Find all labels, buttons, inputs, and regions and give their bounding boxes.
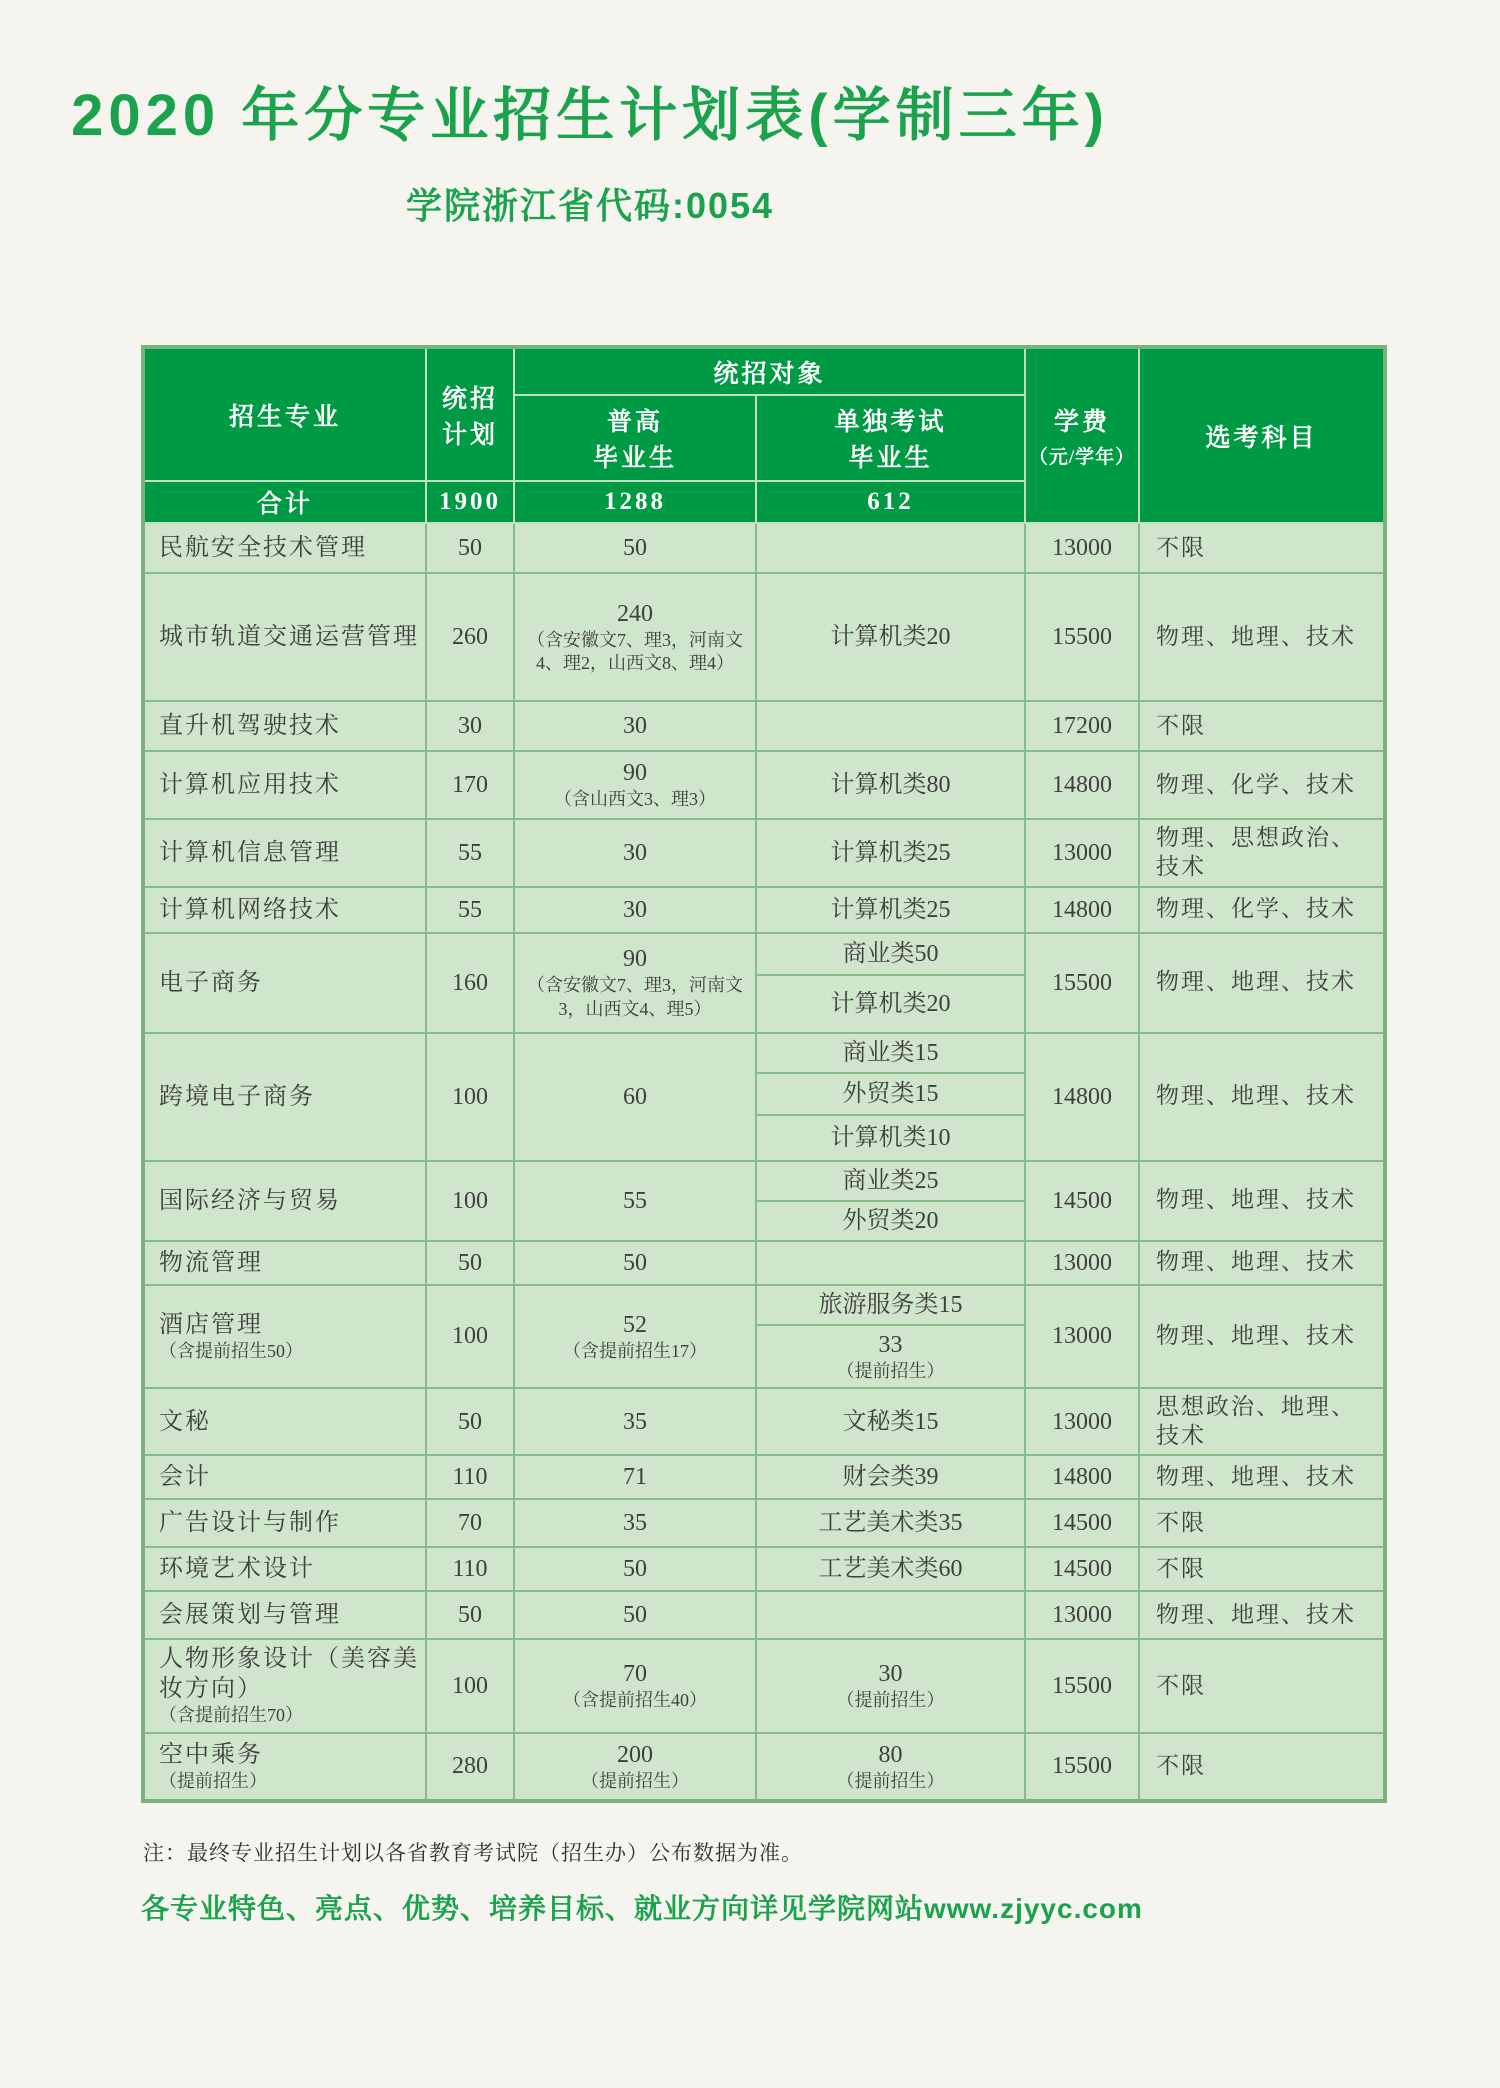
cell-line: 55 — [623, 1187, 647, 1214]
tuition-cell — [1025, 1499, 1139, 1547]
table-row — [143, 1639, 1385, 1732]
tuition-cell — [1025, 1161, 1139, 1241]
cell-line: 50 — [623, 1556, 647, 1583]
tuition-cell — [1025, 1547, 1139, 1591]
table-row — [143, 1161, 1385, 1201]
separate-cell — [756, 1639, 1025, 1732]
plan-cell — [426, 887, 514, 933]
cell-line: 14500 — [1052, 1187, 1113, 1214]
cell-line: 260 — [452, 624, 488, 650]
putong-cell — [514, 573, 756, 701]
table-row — [143, 1547, 1385, 1591]
cell-line: （含安徽文7、理3，河南文3，山西文4、理5） — [527, 975, 743, 1019]
cell-line: 人物形象设计（美容美妆方向） — [159, 1646, 419, 1703]
cell-line: 空中乘务 — [159, 1741, 263, 1768]
cell-line: 计算机类25 — [830, 896, 951, 923]
cell-line: （含提前招生40） — [563, 1690, 707, 1711]
major-cell — [143, 1388, 426, 1456]
plan-cell — [426, 1033, 514, 1161]
plan-cell — [426, 701, 514, 751]
major-cell — [143, 751, 426, 819]
cell-line: 工艺美术类35 — [818, 1510, 963, 1537]
subjects-cell — [1139, 1639, 1385, 1732]
total-putong: 1288 — [514, 481, 756, 523]
cell-line: 15500 — [1052, 1673, 1113, 1700]
cell-line: 旅游服务类15 — [818, 1291, 963, 1318]
cell-line: 17200 — [1052, 713, 1113, 739]
table-row — [143, 701, 1385, 751]
header-plan-line2: 计划 — [441, 421, 498, 449]
subjects-cell — [1139, 751, 1385, 819]
cell-line: 物理、地理、技术 — [1156, 969, 1357, 995]
major-cell — [143, 1241, 426, 1285]
tuition-cell — [1025, 933, 1139, 1033]
putong-cell — [514, 1161, 756, 1241]
separate-cell — [756, 1591, 1025, 1639]
cell-line: 直升机驾驶技术 — [159, 713, 341, 739]
header-tuition — [1025, 347, 1139, 523]
header-putong-line2: 毕业生 — [592, 445, 677, 472]
table-row — [143, 1241, 1385, 1285]
cell-line: 不限 — [1156, 1510, 1207, 1536]
cell-line: 广告设计与制作 — [159, 1510, 341, 1537]
table-row — [143, 523, 1385, 573]
subjects-cell — [1139, 1161, 1385, 1241]
cell-line: 30 — [623, 713, 647, 739]
footer-website-text: 各专业特色、亮点、优势、培养目标、就业方向详见学院网站www.zjyyc.com — [141, 1892, 1143, 1924]
cell-line: 50 — [458, 1249, 482, 1276]
table-row — [143, 1591, 1385, 1639]
cell-line: 计算机类10 — [830, 1124, 951, 1151]
cell-line: 55 — [458, 896, 482, 923]
cell-line: 55 — [458, 839, 482, 866]
cell-line: 计算机类80 — [830, 772, 951, 798]
table-header — [143, 347, 1385, 523]
cell-line: 14800 — [1052, 896, 1113, 923]
cell-line: 90 — [623, 760, 647, 787]
major-cell — [143, 1733, 426, 1801]
tuition-cell — [1025, 523, 1139, 573]
note-text: 注：最终专业招生计划以各省教育考试院（招生办）公布数据为准。 — [143, 1840, 803, 1865]
header-putong — [514, 395, 756, 481]
cell-line: 100 — [452, 1323, 488, 1350]
plan-cell — [426, 1241, 514, 1285]
cell-line: 280 — [452, 1753, 488, 1780]
separate-cell — [756, 1241, 1025, 1285]
cell-line: 不限 — [1156, 1752, 1207, 1778]
separate-cell — [756, 1073, 1025, 1115]
table-row — [143, 1733, 1385, 1801]
header-plan-line1: 统招 — [441, 385, 498, 413]
putong-cell — [514, 523, 756, 573]
cell-line: 14800 — [1052, 1083, 1113, 1110]
cell-line: 13000 — [1052, 1249, 1113, 1276]
plan-cell — [426, 1161, 514, 1241]
page — [0, 68, 1500, 1927]
cell-line: 13000 — [1052, 839, 1113, 866]
cell-line: 90 — [623, 946, 647, 973]
table-row — [143, 933, 1385, 975]
putong-cell — [514, 819, 756, 887]
header-separate-exam — [756, 395, 1025, 481]
table-row — [143, 573, 1385, 701]
cell-line: 100 — [452, 1673, 488, 1700]
page-title: 2020 年分专业招生计划表(学制三年) — [71, 83, 1109, 148]
cell-line: 71 — [623, 1464, 647, 1491]
tuition-cell — [1025, 1033, 1139, 1161]
major-cell — [143, 1455, 426, 1499]
tuition-cell — [1025, 751, 1139, 819]
separate-cell — [756, 751, 1025, 819]
cell-line: 物理、地理、技术 — [1156, 1083, 1357, 1109]
plan-cell — [426, 933, 514, 1033]
tuition-cell — [1025, 1639, 1139, 1732]
cell-line: 物理、地理、技术 — [1156, 623, 1357, 649]
putong-cell — [514, 933, 756, 1033]
header-major: 招生专业 — [143, 347, 426, 481]
cell-line: 14500 — [1052, 1556, 1113, 1583]
cell-line: （含安徽文7、理3，河南文4、理2，山西文8、理4） — [527, 629, 743, 673]
cell-line: 160 — [452, 969, 488, 996]
cell-line: 30 — [458, 713, 482, 739]
major-cell — [143, 1161, 426, 1241]
cell-line: 物理、地理、技术 — [1156, 1602, 1357, 1628]
table-row — [143, 1499, 1385, 1547]
separate-cell — [756, 1388, 1025, 1456]
cell-line: 不限 — [1156, 712, 1207, 738]
plan-cell — [426, 1591, 514, 1639]
major-cell — [143, 933, 426, 1033]
plan-cell — [426, 1285, 514, 1388]
cell-line: 计算机网络技术 — [159, 896, 341, 923]
tuition-cell — [1025, 1455, 1139, 1499]
cell-line: 50 — [623, 535, 647, 561]
cell-line: 电子商务 — [159, 969, 263, 996]
header-tuition-line1: 学费 — [1054, 409, 1111, 436]
putong-cell — [514, 1591, 756, 1639]
separate-cell — [756, 887, 1025, 933]
cell-line: 财会类39 — [842, 1464, 939, 1491]
cell-line: 计算机类20 — [830, 990, 951, 1017]
cell-line: 国际经济与贸易 — [159, 1187, 341, 1214]
tuition-cell — [1025, 819, 1139, 887]
cell-line: 商业类50 — [842, 940, 939, 967]
separate-cell — [756, 701, 1025, 751]
table-row — [143, 1285, 1385, 1325]
putong-cell — [514, 1547, 756, 1591]
cell-line: 计算机类25 — [830, 839, 951, 866]
header-row-1 — [143, 347, 1385, 395]
tuition-cell — [1025, 701, 1139, 751]
cell-line: 外贸类15 — [842, 1080, 939, 1107]
table-row — [143, 887, 1385, 933]
cell-line: 外贸类20 — [842, 1207, 939, 1234]
cell-line: 50 — [623, 1602, 647, 1629]
cell-line: 文秘类15 — [842, 1408, 939, 1435]
separate-cell — [756, 975, 1025, 1033]
cell-line: 100 — [452, 1187, 488, 1214]
cell-line: 14500 — [1052, 1510, 1113, 1537]
separate-cell — [756, 1455, 1025, 1499]
cell-line: 70 — [623, 1661, 647, 1688]
table-body — [143, 523, 1385, 1801]
subjects-cell — [1139, 1033, 1385, 1161]
separate-cell — [756, 1325, 1025, 1388]
subjects-cell — [1139, 887, 1385, 933]
major-cell — [143, 819, 426, 887]
subjects-cell — [1139, 573, 1385, 701]
major-cell — [143, 701, 426, 751]
cell-line: （提前招生） — [836, 1770, 945, 1791]
cell-line: 物理、地理、技术 — [1156, 1322, 1357, 1348]
cell-line: 80 — [878, 1741, 903, 1768]
header-block — [0, 68, 1180, 229]
separate-cell — [756, 1499, 1025, 1547]
tuition-cell — [1025, 1591, 1139, 1639]
plan-cell — [426, 1388, 514, 1456]
cell-line: 不限 — [1156, 1556, 1207, 1582]
major-cell — [143, 1547, 426, 1591]
subjects-cell — [1139, 819, 1385, 887]
putong-cell — [514, 1639, 756, 1732]
cell-line: 15500 — [1052, 1753, 1113, 1780]
cell-line: 13000 — [1052, 1408, 1113, 1435]
cell-line: 城市轨道交通运营管理 — [159, 624, 419, 650]
plan-cell — [426, 1547, 514, 1591]
header-plan — [426, 347, 514, 481]
cell-line: 13000 — [1052, 1323, 1113, 1350]
subjects-cell — [1139, 701, 1385, 751]
cell-line: 计算机信息管理 — [159, 839, 341, 866]
cell-line: 60 — [623, 1083, 647, 1110]
cell-line: （含提前招生70） — [159, 1705, 303, 1726]
subjects-cell — [1139, 1547, 1385, 1591]
cell-line: 计算机类20 — [830, 624, 951, 650]
cell-line: （提前招生） — [836, 1360, 945, 1381]
separate-cell — [756, 573, 1025, 701]
separate-cell — [756, 1547, 1025, 1591]
enrollment-plan-table — [141, 345, 1387, 1803]
major-cell — [143, 573, 426, 701]
subjects-cell — [1139, 1499, 1385, 1547]
separate-cell — [756, 933, 1025, 975]
cell-line: 物理、化学、技术 — [1156, 771, 1357, 797]
cell-line: 物理、地理、技术 — [1156, 1187, 1357, 1213]
cell-line: 30 — [878, 1661, 903, 1688]
tuition-cell — [1025, 887, 1139, 933]
cell-line: 思想政治、地理、技术 — [1156, 1393, 1357, 1448]
table-row — [143, 1033, 1385, 1073]
header-separate-line1: 单独考试 — [834, 409, 947, 436]
cell-line: 15500 — [1052, 969, 1113, 996]
separate-cell — [756, 1285, 1025, 1325]
plan-cell — [426, 523, 514, 573]
separate-cell — [756, 1733, 1025, 1801]
cell-line: 文秘 — [159, 1408, 211, 1435]
cell-line: 200 — [617, 1741, 653, 1768]
major-cell — [143, 1591, 426, 1639]
tuition-cell — [1025, 1733, 1139, 1801]
cell-line: （含提前招生50） — [159, 1340, 303, 1361]
separate-cell — [756, 819, 1025, 887]
major-cell — [143, 523, 426, 573]
table-row — [143, 819, 1385, 887]
separate-cell — [756, 1201, 1025, 1241]
cell-line: 100 — [452, 1083, 488, 1110]
cell-line: 民航安全技术管理 — [159, 535, 367, 561]
cell-line: 35 — [623, 1510, 647, 1537]
cell-line: 33 — [878, 1331, 903, 1358]
cell-line: 物理、化学、技术 — [1156, 896, 1357, 922]
cell-line: 酒店管理 — [159, 1311, 263, 1338]
cell-line: 计算机应用技术 — [159, 772, 341, 798]
cell-line: 240 — [617, 600, 653, 627]
total-label: 合计 — [143, 481, 426, 523]
major-cell — [143, 1033, 426, 1161]
tuition-cell — [1025, 1388, 1139, 1456]
subjects-cell — [1139, 1388, 1385, 1456]
cell-line: 110 — [452, 1464, 488, 1491]
cell-line: 170 — [452, 772, 488, 798]
putong-cell — [514, 1388, 756, 1456]
cell-line: 35 — [623, 1408, 647, 1435]
putong-cell — [514, 1733, 756, 1801]
plan-cell — [426, 1639, 514, 1732]
cell-line: 物流管理 — [159, 1249, 263, 1276]
header-separate-line2: 毕业生 — [848, 445, 933, 472]
plan-cell — [426, 1499, 514, 1547]
cell-line: 14800 — [1052, 772, 1113, 798]
cell-line: 70 — [458, 1510, 482, 1537]
table-row — [143, 1388, 1385, 1456]
plan-cell — [426, 819, 514, 887]
plan-cell — [426, 751, 514, 819]
header-putong-line1: 普高 — [606, 409, 663, 436]
plan-cell — [426, 573, 514, 701]
cell-line: （含提前招生17） — [563, 1340, 707, 1361]
separate-cell — [756, 523, 1025, 573]
header-subjects: 选考科目 — [1139, 347, 1385, 523]
total-plan: 1900 — [426, 481, 514, 523]
cell-line: （含山西文3、理3） — [554, 789, 716, 810]
table-row — [143, 751, 1385, 819]
major-cell — [143, 1639, 426, 1732]
cell-line: 30 — [623, 839, 647, 866]
cell-line: 15500 — [1052, 624, 1113, 650]
cell-line: 商业类15 — [842, 1039, 939, 1066]
putong-cell — [514, 887, 756, 933]
cell-line: 工艺美术类60 — [818, 1556, 963, 1583]
cell-line: 商业类25 — [842, 1167, 939, 1194]
cell-line: 会计 — [159, 1464, 211, 1491]
major-cell — [143, 1499, 426, 1547]
subjects-cell — [1139, 933, 1385, 1033]
plan-cell — [426, 1455, 514, 1499]
tuition-cell — [1025, 1241, 1139, 1285]
putong-cell — [514, 1033, 756, 1161]
putong-cell — [514, 1499, 756, 1547]
cell-line: 不限 — [1156, 1672, 1207, 1698]
plan-cell — [426, 1733, 514, 1801]
cell-line: 50 — [623, 1249, 647, 1276]
cell-line: 物理、地理、技术 — [1156, 1249, 1357, 1275]
cell-line: （提前招生） — [159, 1770, 267, 1791]
cell-line: 物理、思想政治、技术 — [1156, 825, 1357, 879]
cell-line: 物理、地理、技术 — [1156, 1464, 1357, 1490]
cell-line: 50 — [458, 535, 482, 561]
separate-cell — [756, 1161, 1025, 1201]
putong-cell — [514, 751, 756, 819]
cell-line: 13000 — [1052, 1602, 1113, 1629]
cell-line: （提前招生） — [836, 1690, 945, 1711]
cell-line: 50 — [458, 1408, 482, 1435]
separate-cell — [756, 1115, 1025, 1161]
tuition-cell — [1025, 1285, 1139, 1388]
page-subtitle: 学院浙江省代码:0054 — [405, 185, 775, 226]
subjects-cell — [1139, 1733, 1385, 1801]
subjects-cell — [1139, 1241, 1385, 1285]
major-cell — [143, 1285, 426, 1388]
putong-cell — [514, 1285, 756, 1388]
subjects-cell — [1139, 1455, 1385, 1499]
subjects-cell — [1139, 1591, 1385, 1639]
cell-line: 110 — [452, 1556, 488, 1583]
subjects-cell — [1139, 1285, 1385, 1388]
table-row — [143, 1455, 1385, 1499]
separate-cell — [756, 1033, 1025, 1073]
header-target-group: 统招对象 — [514, 347, 1025, 395]
cell-line: 不限 — [1156, 534, 1207, 560]
total-separate: 612 — [756, 481, 1025, 523]
tuition-cell — [1025, 573, 1139, 701]
cell-line: 14800 — [1052, 1464, 1113, 1491]
cell-line: 52 — [623, 1311, 647, 1338]
cell-line: 13000 — [1052, 535, 1113, 561]
major-cell — [143, 887, 426, 933]
cell-line: 50 — [458, 1602, 482, 1629]
putong-cell — [514, 1455, 756, 1499]
subjects-cell — [1139, 523, 1385, 573]
cell-line: 30 — [623, 896, 647, 923]
cell-line: 环境艺术设计 — [159, 1556, 315, 1583]
header-tuition-unit: （元/学年） — [1028, 447, 1136, 468]
putong-cell — [514, 701, 756, 751]
putong-cell — [514, 1241, 756, 1285]
cell-line: （提前招生） — [581, 1770, 689, 1791]
cell-line: 跨境电子商务 — [159, 1083, 315, 1110]
cell-line: 会展策划与管理 — [159, 1602, 341, 1629]
